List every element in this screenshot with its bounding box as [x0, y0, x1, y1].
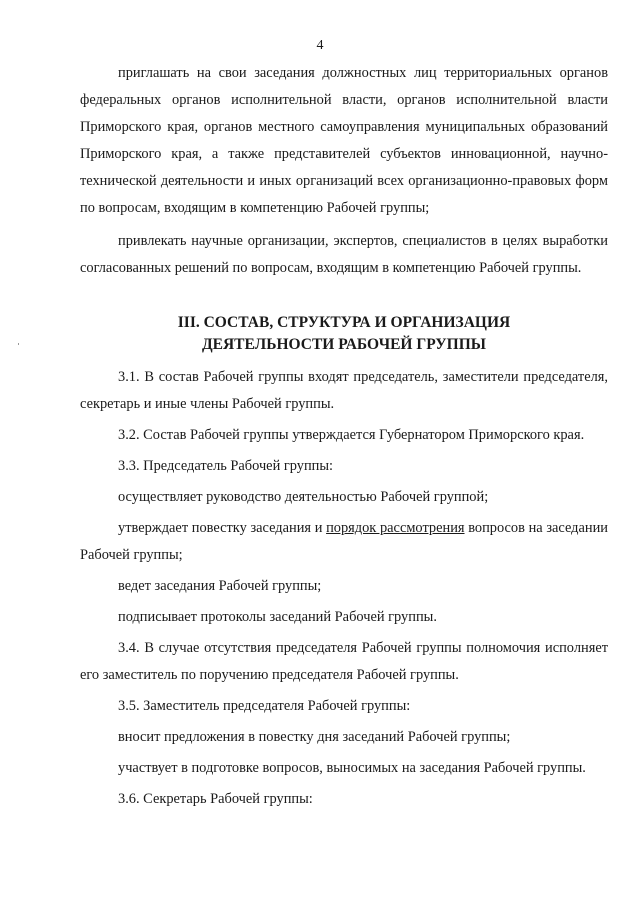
paragraph-3-3-b-start: утверждает повестку заседания и: [118, 520, 327, 536]
paragraph-involve-experts: привлекать научные организации, экспертов, специалистов в целях выработки согласованных решений по вопросам, входящим в компетенцию Рабочей группы.: [80, 233, 608, 276]
section-heading-line-1: III. СОСТАВ, СТРУКТУРА И ОРГАНИЗАЦИЯ: [177, 314, 511, 331]
paragraph-3-3: 3.3. Председатель Рабочей группы:: [118, 458, 334, 474]
paragraph-3-3-d: подписывает протоколы заседаний Рабочей группы.: [118, 609, 437, 625]
section-heading: [80, 312, 608, 356]
paragraph-3-3-c: ведет заседания Рабочей группы;: [118, 578, 322, 594]
section-heading-line-2: ДЕЯТЕЛЬНОСТИ РАБОЧЕЙ ГРУППЫ: [201, 336, 487, 353]
paragraph-3-3-b: [80, 515, 608, 569]
paragraph-3-5-a: вносит предложения в повестку дня заседаний Рабочей группы;: [118, 729, 511, 745]
document-body: [80, 60, 608, 813]
page-number: 4: [316, 38, 324, 53]
paragraph-3-3-b-end: вопросов на заседании Рабочей группы;: [80, 520, 608, 563]
paragraph-3-6: 3.6. Секретарь Рабочей группы:: [118, 791, 313, 807]
paragraph-3-5: 3.5. Заместитель председателя Рабочей группы:: [118, 698, 411, 714]
paragraph-3-5-b: участвует в подготовке вопросов, выносимых на заседания Рабочей группы.: [118, 760, 586, 776]
scan-mark: [18, 343, 19, 345]
paragraph-3-4: 3.4. В случае отсутствия председателя Рабочей группы полномочия исполняет его заместитель по поручению председателя Рабочей группы.: [80, 640, 608, 683]
paragraph-3-3-a: осуществляет руководство деятельностью Рабочей группой;: [118, 489, 489, 505]
paragraph-3-3-b-underlined: порядок рассмотрения: [326, 520, 465, 536]
paragraph-3-1: 3.1. В состав Рабочей группы входят председатель, заместители председателя, секретарь и иные члены Рабочей группы.: [80, 369, 608, 412]
paragraph-3-2: 3.2. Состав Рабочей группы утверждается Губернатором Приморского края.: [118, 427, 585, 443]
paragraph-invite-officials: приглашать на свои заседания должностных лиц территориальных органов федеральных органов исполнительной власти, органов исполнительной власти Приморского края, органов местного самоуправления муниципальных образований Приморского края, а также представителей субъектов инновационной, научно-технической деятельности и иных организаций всех организационно-правовых форм по вопросам, входящим в компетенцию Рабочей группы;: [80, 65, 608, 216]
